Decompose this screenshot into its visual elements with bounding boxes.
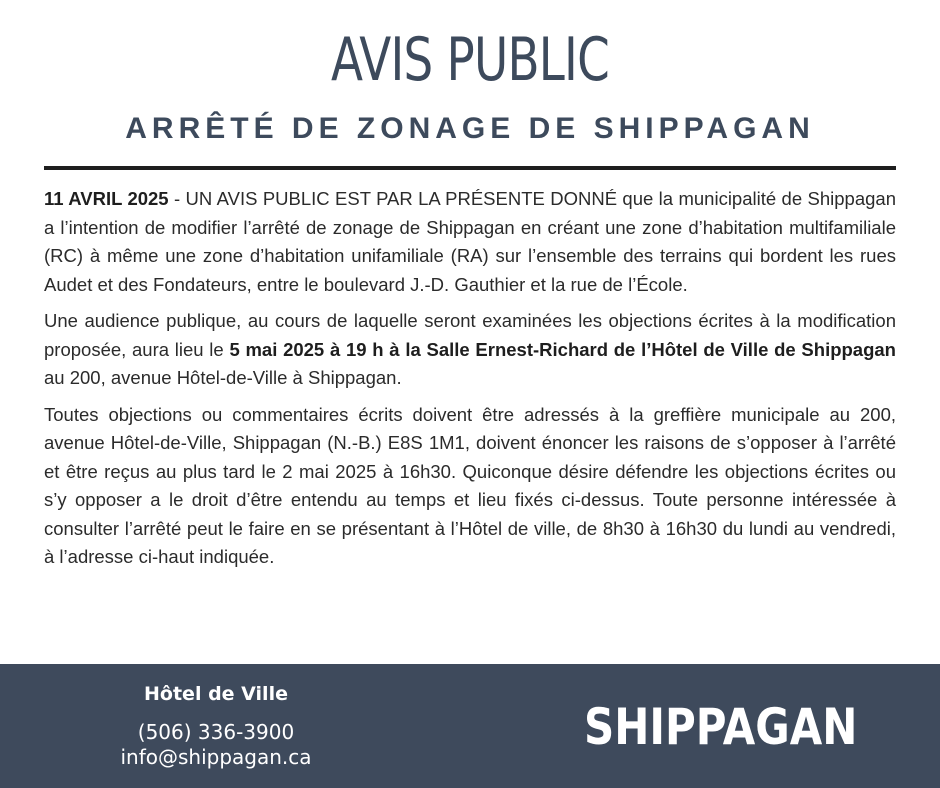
contact-heading: Hôtel de Ville bbox=[144, 683, 288, 705]
page-title: AVIS PUBLIC bbox=[331, 25, 609, 95]
page-subtitle: ARRÊTÉ DE ZONAGE DE SHIPPAGAN bbox=[125, 112, 815, 145]
hearing-text-before: Une audience publique, au cours de laquelle seront examinées les objections écrites à la modification proposée, aura lieu le bbox=[44, 310, 896, 360]
contact-email: info@shippagan.ca bbox=[120, 745, 312, 769]
announcement-text: - UN AVIS PUBLIC EST PAR LA PRÉSENTE DONNÉ que la municipalité de Shippagan a l’intention de modifier l’arrêté de zonage de Shippagan en créant une zone d’habitation multifamiliale (RC) à même une zone d’habitation unifamiliale (RA) sur l’ensemble des terrains qui bordent les rues Audet et des Fondateurs, entre le boulevard J.-D. Gauthier et la rue de l’École. bbox=[44, 188, 896, 295]
notice-date: 11 AVRIL 2025 bbox=[44, 188, 169, 209]
footer bbox=[0, 664, 940, 788]
hearing-date-location: 5 mai 2025 à 19 h à la Salle Ernest-Richard de l’Hôtel de Ville de Shippagan bbox=[229, 338, 896, 360]
paragraph-announcement bbox=[44, 185, 896, 299]
paragraph-hearing bbox=[44, 307, 896, 393]
brand-logo: SHIPPAGAN bbox=[584, 698, 858, 756]
divider bbox=[44, 166, 896, 170]
paragraph-objections: Toutes objections ou commentaires écrits doivent être adressés à la greffière municipale au 200, avenue Hôtel-de-Ville, Shippagan (N.-B.) E8S 1M1, doivent énoncer les raisons de s’opposer à l’arrêté et être reçus au plus tard le 2 mai 2025 à 16h30. Quiconque désire défendre les objections écrites ou s’y opposer a le droit d’être entendu au temps et lieu fixés ci-dessus. Toute personne intéressée à consulter l’arrêté peut le faire en se présentant à l’Hôtel de ville, de 8h30 à 16h30 du lundi au vendredi, à l’adresse ci-haut indiquée. bbox=[44, 403, 896, 567]
contact-block bbox=[100, 680, 332, 770]
contact-phone: (506) 336-3900 bbox=[137, 720, 295, 744]
notice-body bbox=[44, 185, 896, 580]
hearing-text-after: au 200, avenue Hôtel-de-Ville à Shippagan. bbox=[44, 367, 402, 388]
